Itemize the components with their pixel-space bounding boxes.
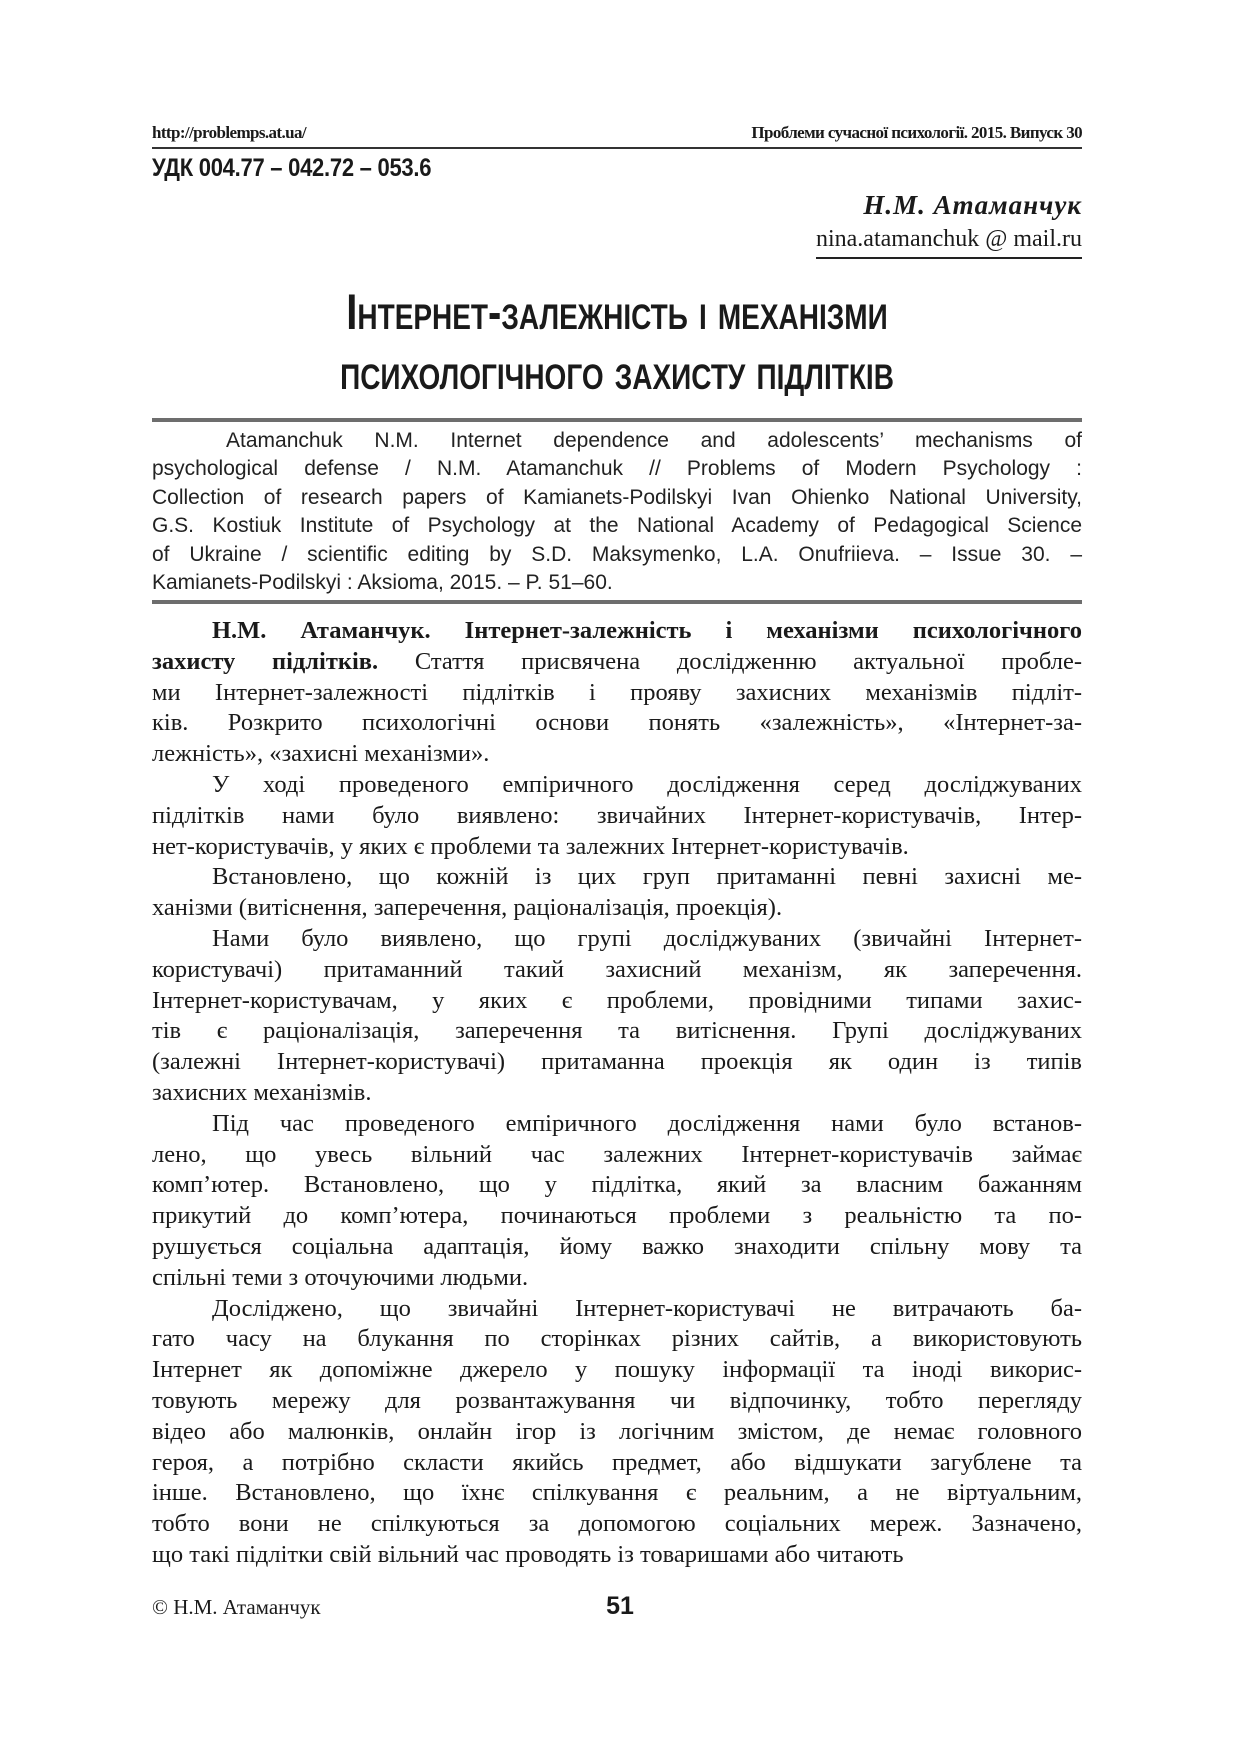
title-line: психологічного захисту підлітків <box>340 344 894 400</box>
udk-code: УДК 004.77 – 042.72 – 053.6 <box>152 154 432 182</box>
body-line: Нами було виявлено, що групі досліджуваних (звичайні Інтернет- <box>212 924 1082 952</box>
body-line: тобто вони не спілкуються за допомогою соціальних мереж. Зазначено, <box>152 1510 1082 1538</box>
article-body <box>152 616 1082 1571</box>
journal-url: http://problemps.at.ua/ <box>152 123 307 142</box>
body-line: спільні теми з оточуючими людьми. <box>152 1263 529 1291</box>
line-text: Стаття присвячена дослідженню актуальної пробле- <box>378 647 1082 675</box>
abstract-bottom-rule <box>152 600 1082 604</box>
body-line <box>152 616 1082 647</box>
article-title <box>152 282 1082 402</box>
author-email: nina.atamanchuk @ mail.ru <box>816 226 1082 259</box>
body-line: користувачі) притаманний такий захисний механізм, як заперечення. <box>152 955 1082 983</box>
running-header <box>152 120 1082 146</box>
citation-line: Kamianets-Podilskyi : Aksioma, 2015. – P. 51–60. <box>152 570 613 594</box>
body-line: (залежні Інтернет-користувачі) притаманна проекція як один із типів <box>152 1048 1082 1076</box>
body-line: лено, що увесь вільний час залежних Інтернет-користувачів займає <box>152 1140 1082 1168</box>
bold-lead-text: Н.М. Атаманчук. Інтернет-залежність і механізми психологічного <box>212 617 1082 644</box>
footer-copyright: © Н.М. Атаманчук <box>152 1595 321 1619</box>
body-line: Інтернет-користувачам, у яких є проблеми, провідними типами захис- <box>152 986 1082 1014</box>
body-line: нет-користувачів, у яких є проблеми та залежних Інтернет-користувачів. <box>152 832 909 860</box>
body-line: ків. Розкрито психологічні основи понять «залежність», «Інтернет-за- <box>152 709 1082 737</box>
journal-issue: Проблеми сучасної психології. 2015. Випуск 30 <box>751 123 1082 142</box>
title-line: Інтернет-залежність і механізми <box>346 284 888 340</box>
body-line: інше. Встановлено, що їхнє спілкування є реальним, а не віртуальним, <box>152 1479 1082 1507</box>
body-line: героя, а потрібно скласти якийсь предмет, або відшукати загублене та <box>152 1448 1082 1476</box>
citation-line: Collection of research papers of Kamianets-Podilskyi Ivan Ohienko National University, <box>152 485 1082 509</box>
body-line: що такі підлітки свій вільний час проводять із товаришами або читають <box>152 1540 904 1568</box>
body-line: ханізми (витіснення, заперечення, раціоналізація, проекція). <box>152 894 783 922</box>
body-line: прикутий до комп’ютера, починаються проблеми з реальністю та по- <box>152 1202 1082 1230</box>
bold-lead-text: захисту підлітків. <box>152 647 379 675</box>
body-line: відео або малюнків, онлайн ігор із логічним змістом, де немає головного <box>152 1417 1082 1445</box>
citation-line: Atamanchuk N.M. Internet dependence and adolescents’ mechanisms of <box>226 429 1082 452</box>
body-line: лежність», «захисні механізми». <box>152 740 490 768</box>
body-line: Встановлено, що кожній із цих груп притаманні певні захисні ме- <box>212 863 1082 891</box>
body-line: комп’ютер. Встановлено, що у підлітка, який за власним бажанням <box>152 1171 1082 1199</box>
english-citation <box>152 427 1082 597</box>
body-line <box>152 647 1082 678</box>
body-line: ми Інтернет-залежності підлітків і прояву захисних механізмів підліт- <box>152 678 1082 706</box>
header-rule <box>152 147 1082 149</box>
body-line: гато часу на блукання по сторінках різних сайтів, а використовують <box>152 1325 1082 1353</box>
body-line: Досліджено, що звичайні Інтернет-користувачі не витрачають ба- <box>212 1294 1082 1322</box>
author-name: Н.М. Атаманчук <box>863 190 1082 220</box>
abstract-top-rule <box>152 418 1082 422</box>
page-number: 51 <box>606 1592 634 1620</box>
body-line: захисних механізмів. <box>152 1078 372 1106</box>
author-email-block <box>152 226 1082 259</box>
citation-line: psychological defense / N.M. Atamanchuk // Problems of Modern Psychology : <box>152 457 1082 481</box>
body-line: підлітків нами було виявлено: звичайних Інтернет-користувачів, Інтер- <box>152 801 1082 829</box>
body-line: Інтернет як допоміжне джерело у пошуку інформації та іноді викорис- <box>152 1356 1082 1384</box>
body-line: У ході проведеного емпіричного дослідження серед досліджуваних <box>212 770 1082 798</box>
body-line: товують мережу для розвантажування чи відпочинку, тобто перегляду <box>152 1386 1082 1414</box>
citation-line: of Ukraine / scientific editing by S.D. Maksymenko, L.A. Onufriieva. – Issue 30. – <box>152 542 1082 566</box>
body-line: рушується соціальна адаптація, йому важко знаходити спільну мову та <box>152 1232 1082 1260</box>
body-line: Під час проведеного емпіричного дослідження нами було встанов- <box>212 1109 1082 1137</box>
body-line: тів є раціоналізація, заперечення та витіснення. Групі досліджуваних <box>152 1017 1082 1045</box>
citation-line: G.S. Kostiuk Institute of Psychology at the National Academy of Pedagogical Science <box>152 514 1082 538</box>
